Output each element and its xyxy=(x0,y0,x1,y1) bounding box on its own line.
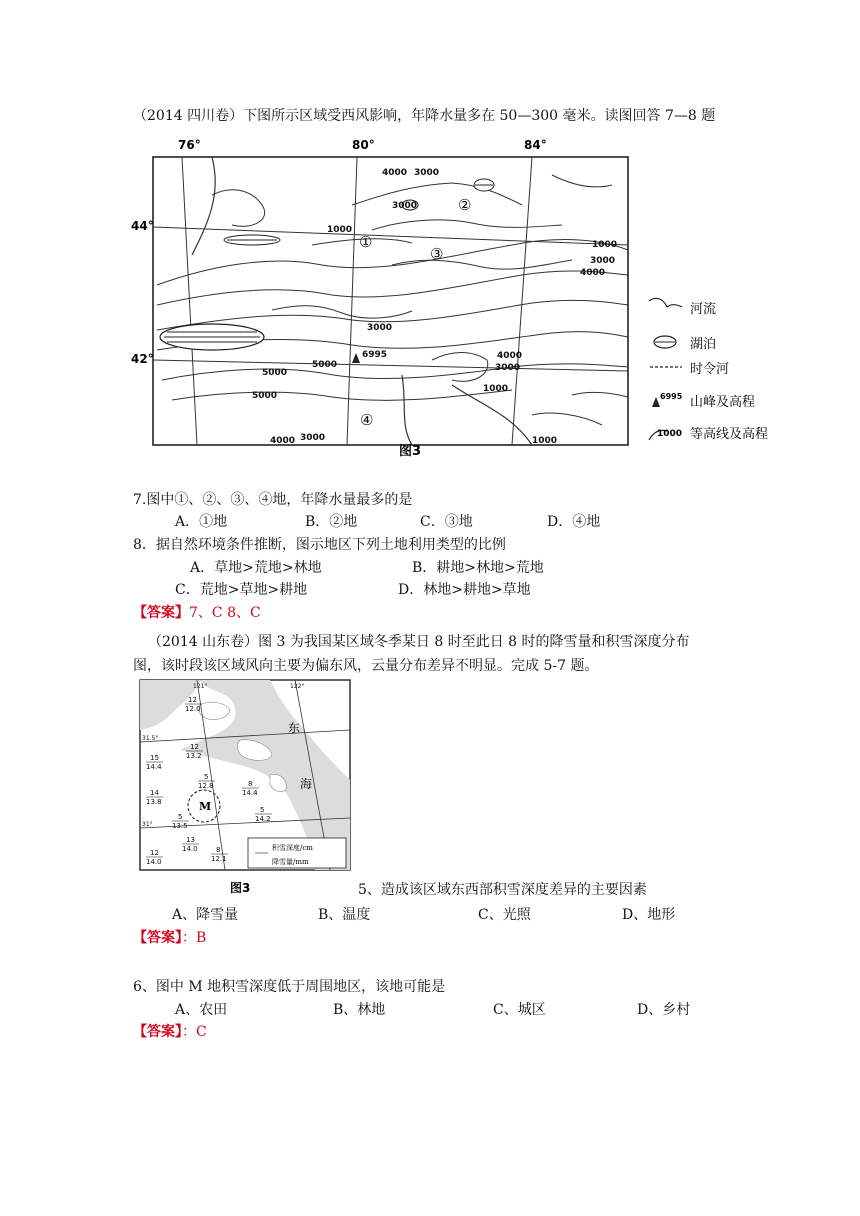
q6-stem: 6、图中 M 地积雪深度低于周围地区，该地可能是 xyxy=(133,979,446,995)
contour-label: 3000 xyxy=(367,323,393,333)
q5-option-b: B、温度 xyxy=(318,907,371,923)
lake-icon xyxy=(160,324,264,350)
q2-intro-line1: （2014 山东卷）图 3 为我国某区域冬季某日 8 时至此日 8 时的降雪量和积雪深度分布 xyxy=(148,634,690,650)
contour-label: 3000 xyxy=(495,363,521,373)
peak-icon xyxy=(352,353,360,363)
q8-option-d: D．林地>耕地>草地 xyxy=(398,582,531,598)
q7-option-d: D．④地 xyxy=(547,514,601,530)
meridian-84 xyxy=(512,157,532,445)
river-icon xyxy=(649,298,682,307)
contour-label: 3000 xyxy=(300,433,326,443)
svg-text:5: 5 xyxy=(260,806,265,814)
svg-text:12.8: 12.8 xyxy=(198,782,214,790)
lon-label: 80° xyxy=(352,138,375,152)
answer-value: ：B xyxy=(182,930,207,946)
contour-label: 4000 xyxy=(382,168,408,178)
snow-depth-map-figure xyxy=(140,680,370,905)
svg-text:13.8: 13.8 xyxy=(146,798,162,806)
svg-text:12.1: 12.1 xyxy=(211,855,227,863)
q6-option-a: A、农田 xyxy=(175,1002,228,1018)
svg-text:5: 5 xyxy=(204,773,209,781)
svg-text:12: 12 xyxy=(190,743,199,751)
peak-elevation: 6995 xyxy=(362,350,388,360)
legend-label: 山峰及高程 xyxy=(690,395,756,410)
contour-label: 3000 xyxy=(414,168,440,178)
lon-label: 76° xyxy=(178,138,201,152)
q5-option-a: A、降雪量 xyxy=(172,907,239,923)
q5-option-d: D、地形 xyxy=(622,907,676,923)
marker-3: ③ xyxy=(430,245,444,263)
answer-value: ：C xyxy=(182,1024,207,1040)
marker-2: ② xyxy=(458,196,472,214)
city-label: M xyxy=(199,800,212,813)
legend-depth: 积雪深度/cm xyxy=(272,844,313,852)
lat-label: 42° xyxy=(131,352,154,366)
contour-label: 5000 xyxy=(262,368,288,378)
svg-text:14.0: 14.0 xyxy=(146,858,162,866)
contour-label: 1000 xyxy=(483,384,509,394)
lat-label: 44° xyxy=(131,219,154,233)
svg-text:12.0: 12.0 xyxy=(185,705,201,713)
answer-5 xyxy=(133,928,206,948)
peak-icon xyxy=(652,397,660,407)
answer-label: 【答案】 xyxy=(133,1024,182,1040)
sea-label: 海 xyxy=(300,777,313,791)
svg-text:13: 13 xyxy=(186,836,195,844)
coord-label: 122° xyxy=(290,683,305,690)
q8-option-a: A．草地>荒地>林地 xyxy=(190,560,322,576)
contour-label: 3000 xyxy=(392,201,418,211)
parallel-42 xyxy=(153,360,628,371)
q7-option-a: A．①地 xyxy=(175,514,228,530)
sea-label: 东 xyxy=(288,721,301,735)
contour-label: 1000 xyxy=(532,436,558,446)
legend-label: 时令河 xyxy=(690,362,730,377)
answer-label: 【答案】 xyxy=(133,930,182,946)
parallel-44 xyxy=(153,227,628,245)
svg-text:5: 5 xyxy=(178,813,183,821)
marker-1: ① xyxy=(359,233,373,251)
svg-text:13.2: 13.2 xyxy=(186,752,202,760)
answer-6 xyxy=(133,1022,207,1042)
q5-option-c: C、光照 xyxy=(478,907,531,923)
map-legend xyxy=(649,298,768,442)
contour-label: 4000 xyxy=(580,268,606,278)
svg-text:12: 12 xyxy=(188,696,197,704)
svg-text:12: 12 xyxy=(150,849,159,857)
svg-text:14.0: 14.0 xyxy=(182,845,198,853)
q8-stem: 8．据自然环境条件推断，图示地区下列土地利用类型的比例 xyxy=(133,537,506,553)
meridian-80 xyxy=(347,157,357,445)
q2-intro-line2: 图，该时段该区域风向主要为偏东风，云量分布差异不明显。完成 5-7 题。 xyxy=(133,658,599,674)
svg-text:8: 8 xyxy=(248,780,253,788)
q7-stem: 7.图中①、②、③、④地，年降水量最多的是 xyxy=(133,492,413,508)
q8-option-c: C．荒地>草地>耕地 xyxy=(175,582,308,598)
q5-stem: 5、造成该区域东西部积雪深度差异的主要因素 xyxy=(358,882,647,898)
contour-label: 5000 xyxy=(312,360,338,370)
answer-value: 7、C 8、C xyxy=(189,605,261,621)
coord-label: 31.5° xyxy=(142,735,159,742)
svg-text:13.5: 13.5 xyxy=(172,822,188,830)
contour-label: 5000 xyxy=(252,391,278,401)
contour-label: 3000 xyxy=(590,256,616,266)
legend-value: 6995 xyxy=(660,392,683,401)
answer-label: 【答案】 xyxy=(133,605,189,621)
svg-text:14.4: 14.4 xyxy=(146,763,162,771)
marker-4: ④ xyxy=(360,411,374,429)
q8-option-b: B．耕地>林地>荒地 xyxy=(412,560,544,576)
lon-label: 84° xyxy=(524,138,547,152)
coord-label: 31° xyxy=(142,821,153,828)
contour-label: 1000 xyxy=(327,225,353,235)
legend-label: 等高线及高程 xyxy=(690,427,769,442)
meridian-76 xyxy=(182,157,197,445)
q6-option-c: C、城区 xyxy=(493,1002,546,1018)
topographic-map-figure xyxy=(131,135,782,459)
figure-caption: 图3 xyxy=(230,881,251,895)
q1-intro: （2014 四川卷）下图所示区域受西风影响，年降水量多在 50—300 毫米。读图回答 7—8 题 xyxy=(133,108,716,124)
legend-value: 1000 xyxy=(657,429,683,439)
svg-text:8: 8 xyxy=(216,846,221,854)
legend-label: 河流 xyxy=(690,302,717,317)
q7-option-c: C．③地 xyxy=(420,514,473,530)
svg-text:15: 15 xyxy=(150,754,159,762)
coord-label: 121° xyxy=(193,683,208,690)
svg-text:14.4: 14.4 xyxy=(242,789,258,797)
answer-7-8 xyxy=(133,603,261,623)
legend-snow: 降雪量/mm xyxy=(272,858,309,866)
svg-text:14: 14 xyxy=(150,789,159,797)
contour-label: 1000 xyxy=(592,240,618,250)
figure-caption: 图3 xyxy=(399,444,422,459)
q7-option-b: B．②地 xyxy=(305,514,358,530)
svg-text:14.2: 14.2 xyxy=(255,815,271,823)
contour-label: 4000 xyxy=(497,351,523,361)
q6-option-b: B、林地 xyxy=(333,1002,386,1018)
q6-option-d: D、乡村 xyxy=(637,1002,691,1018)
contour-label: 4000 xyxy=(270,436,296,446)
legend-label: 湖泊 xyxy=(690,337,717,352)
